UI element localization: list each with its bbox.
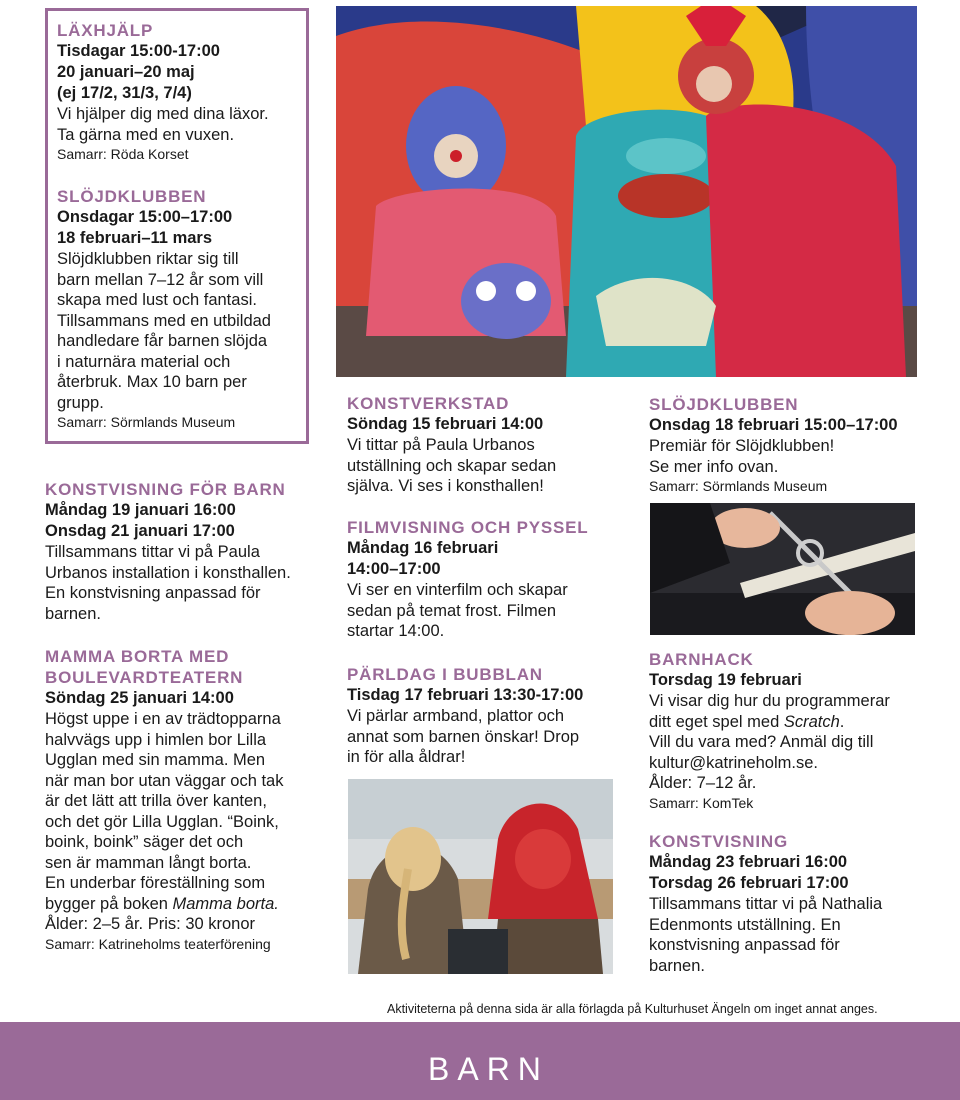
konstvisning-barn-text: barnen. [45, 604, 101, 623]
konstvisning-barn-heading: KONSTVISNING FÖR BARN [45, 480, 286, 499]
filmvisning-section [347, 517, 632, 642]
barnhack-text: Vill du vara med? Anmäl dig till [649, 733, 874, 751]
parldag-section [347, 664, 637, 768]
filmvisning-heading: FILMVISNING OCH PYSSEL [347, 518, 589, 537]
laxhjalp-dates: 20 januari–20 maj [57, 63, 195, 81]
parldag-text: in för alla åldrar! [347, 748, 466, 766]
konstvisning-text: Edenmonts utställning. En [649, 915, 841, 934]
konstverkstad-text: utställning och skapar sedan [347, 456, 557, 475]
barnhack-email[interactable]: kultur@katrineholm.se. [649, 753, 818, 772]
footnote: Aktiviteterna på denna sida är alla förlagda på Kulturhuset Ängeln om inget annat anges. [387, 1002, 878, 1016]
woodcraft-photo [650, 503, 915, 635]
slojd-heading: SLÖJDKLUBBEN [57, 187, 207, 206]
mamma-text: är det lätt att trilla över kanten, [45, 792, 267, 810]
slojd2-text: Se mer info ovan. [649, 457, 779, 476]
konstvisning-section [649, 831, 949, 976]
barnhack-age: Ålder: 7–12 år. [649, 774, 757, 792]
konstvisning-date: Måndag 23 februari 16:00 [649, 853, 848, 871]
filmvisning-text: Vi ser en vinterfilm och skapar [347, 581, 568, 599]
slojdklubben-premiar-section [649, 394, 949, 496]
laxhjalp-organizer: Samarr: Röda Korset [57, 146, 189, 162]
slojd2-text: Premiär för Slöjdklubben! [649, 437, 835, 455]
mamma-text: och det gör Lilla Ugglan. “Boink, [45, 812, 279, 831]
konstverkstad-text: Vi tittar på Paula Urbanos [347, 436, 535, 454]
parldag-heading: PÄRLDAG I BUBBLAN [347, 665, 543, 684]
mamma-text: En underbar föreställning som [45, 874, 266, 892]
konstvisning-heading: KONSTVISNING [649, 832, 789, 851]
slojd-text: återbruk. Max 10 barn per [57, 373, 247, 391]
slojd-text: skapa med lust och fantasi. [57, 291, 257, 309]
mamma-heading: BOULEVARDTEATERN [45, 668, 244, 687]
konstvisning-text: barnen. [649, 956, 705, 975]
konstvisning-barn-text: Urbanos installation i konsthallen. [45, 563, 291, 582]
konstverkstad-section [347, 393, 632, 497]
laxhjalp-exceptions: (ej 17/2, 31/3, 7/4) [57, 84, 192, 102]
slojd-text: grupp. [57, 393, 104, 412]
konstvisning-text: Tillsammans tittar vi på Nathalia [649, 895, 883, 913]
mamma-text: boink, boink” säger det och [45, 833, 244, 851]
barnhack-text-pre: ditt eget spel med [649, 712, 784, 731]
slojd-text: i naturnära material och [57, 352, 231, 371]
slojd-dates: 18 februari–11 mars [57, 229, 213, 247]
konstverkstad-heading: KONSTVERKSTAD [347, 394, 510, 413]
slojd-days: Onsdagar 15:00–17:00 [57, 208, 233, 226]
laxhjalp-text: Ta gärna med en vuxen. [57, 125, 235, 144]
mamma-organizer: Samarr: Katrineholms teaterförening [45, 935, 271, 952]
mamma-heading: MAMMA BORTA MED [45, 647, 230, 666]
barnhack-date: Torsdag 19 februari [649, 671, 802, 689]
slojd-text: barn mellan 7–12 år som vill [57, 270, 264, 289]
barnhack-text: Vi visar dig hur du programmerar [649, 692, 890, 710]
parldag-date: Tisdag 17 februari 13:30-17:00 [347, 686, 584, 704]
mamma-book-title: Mamma borta. [172, 894, 279, 913]
section-title: BARN [428, 1051, 549, 1087]
filmvisning-text: sedan på temat frost. Filmen [347, 601, 557, 620]
laxhjalp-heading: LÄXHJÄLP [57, 21, 154, 40]
filmvisning-text: startar 14:00. [347, 622, 445, 640]
slojd-text: Tillsammans med en utbildad [57, 311, 271, 330]
barnhack-text-post: . [839, 712, 845, 731]
slojd-organizer: Samarr: Sörmlands Museum [57, 414, 236, 430]
slojdklubben-section [57, 186, 307, 432]
barnhack-text [649, 712, 949, 733]
konstverkstad-text: själva. Vi ses i konsthallen! [347, 477, 544, 495]
konstvisning-date: Torsdag 26 februari 17:00 [649, 874, 849, 892]
mamma-text: halvvägs upp i himlen bor Lilla [45, 730, 267, 749]
konstvisning-barn-date: Måndag 19 januari 16:00 [45, 501, 236, 519]
slojd-text: handledare får barnen slöjda [57, 332, 268, 350]
filmvisning-time: 14:00–17:00 [347, 560, 441, 578]
parldag-text: annat som barnen önskar! Drop [347, 727, 580, 746]
scratch-name: Scratch [783, 712, 840, 731]
mamma-text [45, 894, 335, 915]
barnhack-heading: BARNHACK [649, 650, 754, 669]
filmvisning-date: Måndag 16 februari [347, 539, 499, 557]
barnhack-section [649, 649, 949, 813]
mamma-text: Högst uppe i en av trädtopparna [45, 710, 281, 728]
laxhjalp-text: Vi hjälper dig med dina läxor. [57, 105, 269, 123]
mamma-text-pre: bygger på boken [45, 894, 173, 913]
mamma-date: Söndag 25 januari 14:00 [45, 689, 234, 707]
slojd-text: Slöjdklubben riktar sig till [57, 250, 239, 268]
konstvisning-text: konstvisning anpassad för [649, 936, 840, 954]
konstvisning-barn-text: En konstvisning anpassad för [45, 584, 261, 602]
slojd2-organizer: Samarr: Sörmlands Museum [649, 478, 828, 494]
laxhjalp-days: Tisdagar 15:00-17:00 [57, 42, 220, 60]
mamma-text: Ugglan med sin mamma. Men [45, 751, 266, 769]
slojd2-heading: SLÖJDKLUBBEN [649, 395, 799, 414]
slojd2-date: Onsdag 18 februari 15:00–17:00 [649, 416, 898, 434]
mamma-text: när man bor utan väggar och tak [45, 771, 284, 790]
konstvisning-barn-date: Onsdag 21 januari 17:00 [45, 522, 235, 540]
mamma-borta-section [45, 646, 335, 954]
barnhack-organizer: Samarr: KomTek [649, 794, 754, 811]
theatre-photo [336, 6, 917, 377]
children-photo [348, 779, 613, 974]
mamma-age: Ålder: 2–5 år. Pris: 30 kronor [45, 915, 256, 933]
konstverkstad-date: Söndag 15 februari 14:00 [347, 415, 544, 433]
parldag-text: Vi pärlar armband, plattor och [347, 707, 565, 725]
mamma-text: sen är mamman långt borta. [45, 853, 252, 872]
konstvisning-barn-text: Tillsammans tittar vi på Paula [45, 543, 260, 561]
laxhjalp-section [57, 20, 307, 164]
konstvisning-barn-section [45, 479, 335, 624]
